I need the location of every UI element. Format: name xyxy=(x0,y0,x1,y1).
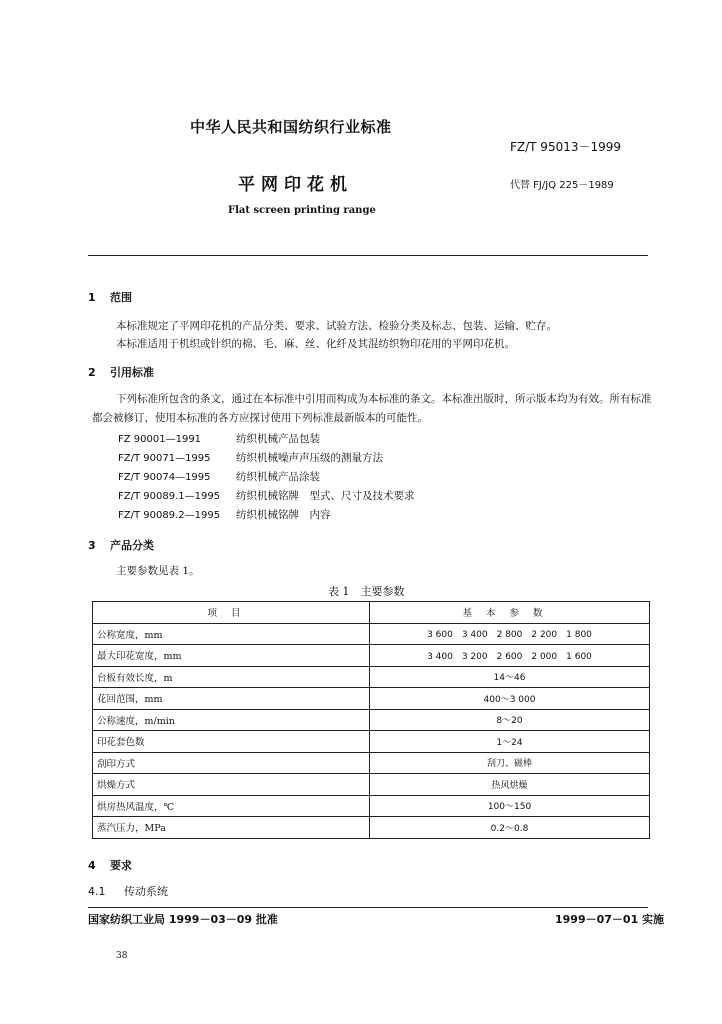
column-header-value: 基本参数 xyxy=(370,602,650,624)
section-title: 要求 xyxy=(110,859,132,872)
table-row xyxy=(93,731,650,753)
reference-item xyxy=(118,450,383,465)
param-value: 3 400 3 200 2 600 2 000 1 600 xyxy=(370,645,650,667)
param-name: 印花套色数 xyxy=(93,731,370,753)
reference-code: FZ/T 90074—1995 xyxy=(118,472,211,483)
section-number: 3 xyxy=(88,539,96,552)
param-value: 400～3 000 xyxy=(370,688,650,710)
section-3-paragraph: 主要参数见表 1。 xyxy=(116,565,200,577)
param-name: 刮印方式 xyxy=(93,752,370,774)
param-name: 公称速度，m/min xyxy=(93,709,370,731)
column-header-item: 项目 xyxy=(93,602,370,624)
param-name: 台板有效长度，m xyxy=(93,666,370,688)
section-3-heading xyxy=(88,537,154,553)
section-title: 产品分类 xyxy=(110,539,154,552)
section-2-paragraph: 下列标准所包含的条文，通过在本标准中引用而构成为本标准的条文。本标准出版时，所示版本均为有效。所有标准都会被修订，使用本标准的各方应探讨使用下列标准最新版本的可能性。 xyxy=(92,393,652,424)
param-name: 公称宽度，mm xyxy=(93,623,370,645)
approval-date: 国家纺织工业局 1999－03－09 批准 xyxy=(88,913,278,926)
section-number: 4 xyxy=(88,859,96,872)
standard-organization: 中华人民共和国纺织行业标准 xyxy=(190,118,392,136)
standard-code: FZ/T 95013－1999 xyxy=(510,140,622,154)
reference-item xyxy=(118,507,331,522)
table-header-row xyxy=(93,602,650,624)
header-divider xyxy=(88,255,648,256)
param-name: 最大印花宽度，mm xyxy=(93,645,370,667)
parameters-table xyxy=(92,601,650,839)
reference-name: 纺织机械产品包装 xyxy=(236,433,320,445)
param-value: 热风烘燥 xyxy=(370,774,650,796)
reference-code: FZ/T 90089.2—1995 xyxy=(118,510,221,521)
table-row xyxy=(93,752,650,774)
param-value: 14～46 xyxy=(370,666,650,688)
footer-divider xyxy=(88,907,648,908)
implementation-date: 1999－07－01 实施 xyxy=(555,913,665,926)
section-number: 1 xyxy=(88,291,96,304)
section-1-heading xyxy=(88,289,132,305)
section-number: 4.1 xyxy=(88,885,106,898)
reference-name: 纺织机械铭牌 内容 xyxy=(236,509,331,521)
section-1-paragraph-1: 本标准规定了平网印花机的产品分类、要求、试验方法、检验分类及标志、包装、运输、贮存。 xyxy=(116,320,557,332)
reference-name: 纺织机械铭牌 型式、尺寸及技术要求 xyxy=(236,490,415,502)
replaces-standard: 代替 FJ/JQ 225－1989 xyxy=(510,180,614,191)
reference-item xyxy=(118,488,415,503)
table-row xyxy=(93,817,650,839)
reference-code: FZ 90001—1991 xyxy=(118,434,202,445)
section-title: 传动系统 xyxy=(124,885,168,898)
table-row xyxy=(93,774,650,796)
param-name: 烘燥方式 xyxy=(93,774,370,796)
param-name: 花回范围，mm xyxy=(93,688,370,710)
table-row xyxy=(93,666,650,688)
table-caption: 表 1 主要参数 xyxy=(328,585,405,598)
reference-item xyxy=(118,431,320,446)
param-value: 1～24 xyxy=(370,731,650,753)
reference-item xyxy=(118,469,320,484)
table-row xyxy=(93,623,650,645)
param-value: 刮刀、磁棒 xyxy=(370,752,650,774)
reference-code: FZ/T 90089.1—1995 xyxy=(118,491,221,502)
table-row xyxy=(93,795,650,817)
reference-name: 纺织机械产品涂装 xyxy=(236,471,320,483)
section-2-heading xyxy=(88,364,154,380)
section-1-paragraph-2: 本标准适用于机织或针织的棉、毛、麻、丝、化纤及其混纺织物印花用的平网印花机。 xyxy=(116,338,515,350)
param-value: 8～20 xyxy=(370,709,650,731)
page-number: 38 xyxy=(116,951,128,961)
table-row xyxy=(93,688,650,710)
table-row xyxy=(93,709,650,731)
param-name: 烘房热风温度，℃ xyxy=(93,795,370,817)
reference-code: FZ/T 90071—1995 xyxy=(118,453,211,464)
document-title-cn: 平网印花机 xyxy=(238,175,353,195)
section-title: 引用标准 xyxy=(110,366,154,379)
reference-name: 纺织机械噪声声压级的测量方法 xyxy=(236,452,383,464)
param-value: 0.2～0.8 xyxy=(370,817,650,839)
table-row xyxy=(93,645,650,667)
param-value: 100～150 xyxy=(370,795,650,817)
param-value: 3 600 3 400 2 800 2 200 1 800 xyxy=(370,623,650,645)
document-title-en: Flat screen printing range xyxy=(228,205,376,216)
section-number: 2 xyxy=(88,366,96,379)
section-4-heading xyxy=(88,857,132,873)
param-name: 蒸汽压力，MPa xyxy=(93,817,370,839)
section-title: 范围 xyxy=(110,291,132,304)
section-4-1-heading xyxy=(88,883,168,899)
